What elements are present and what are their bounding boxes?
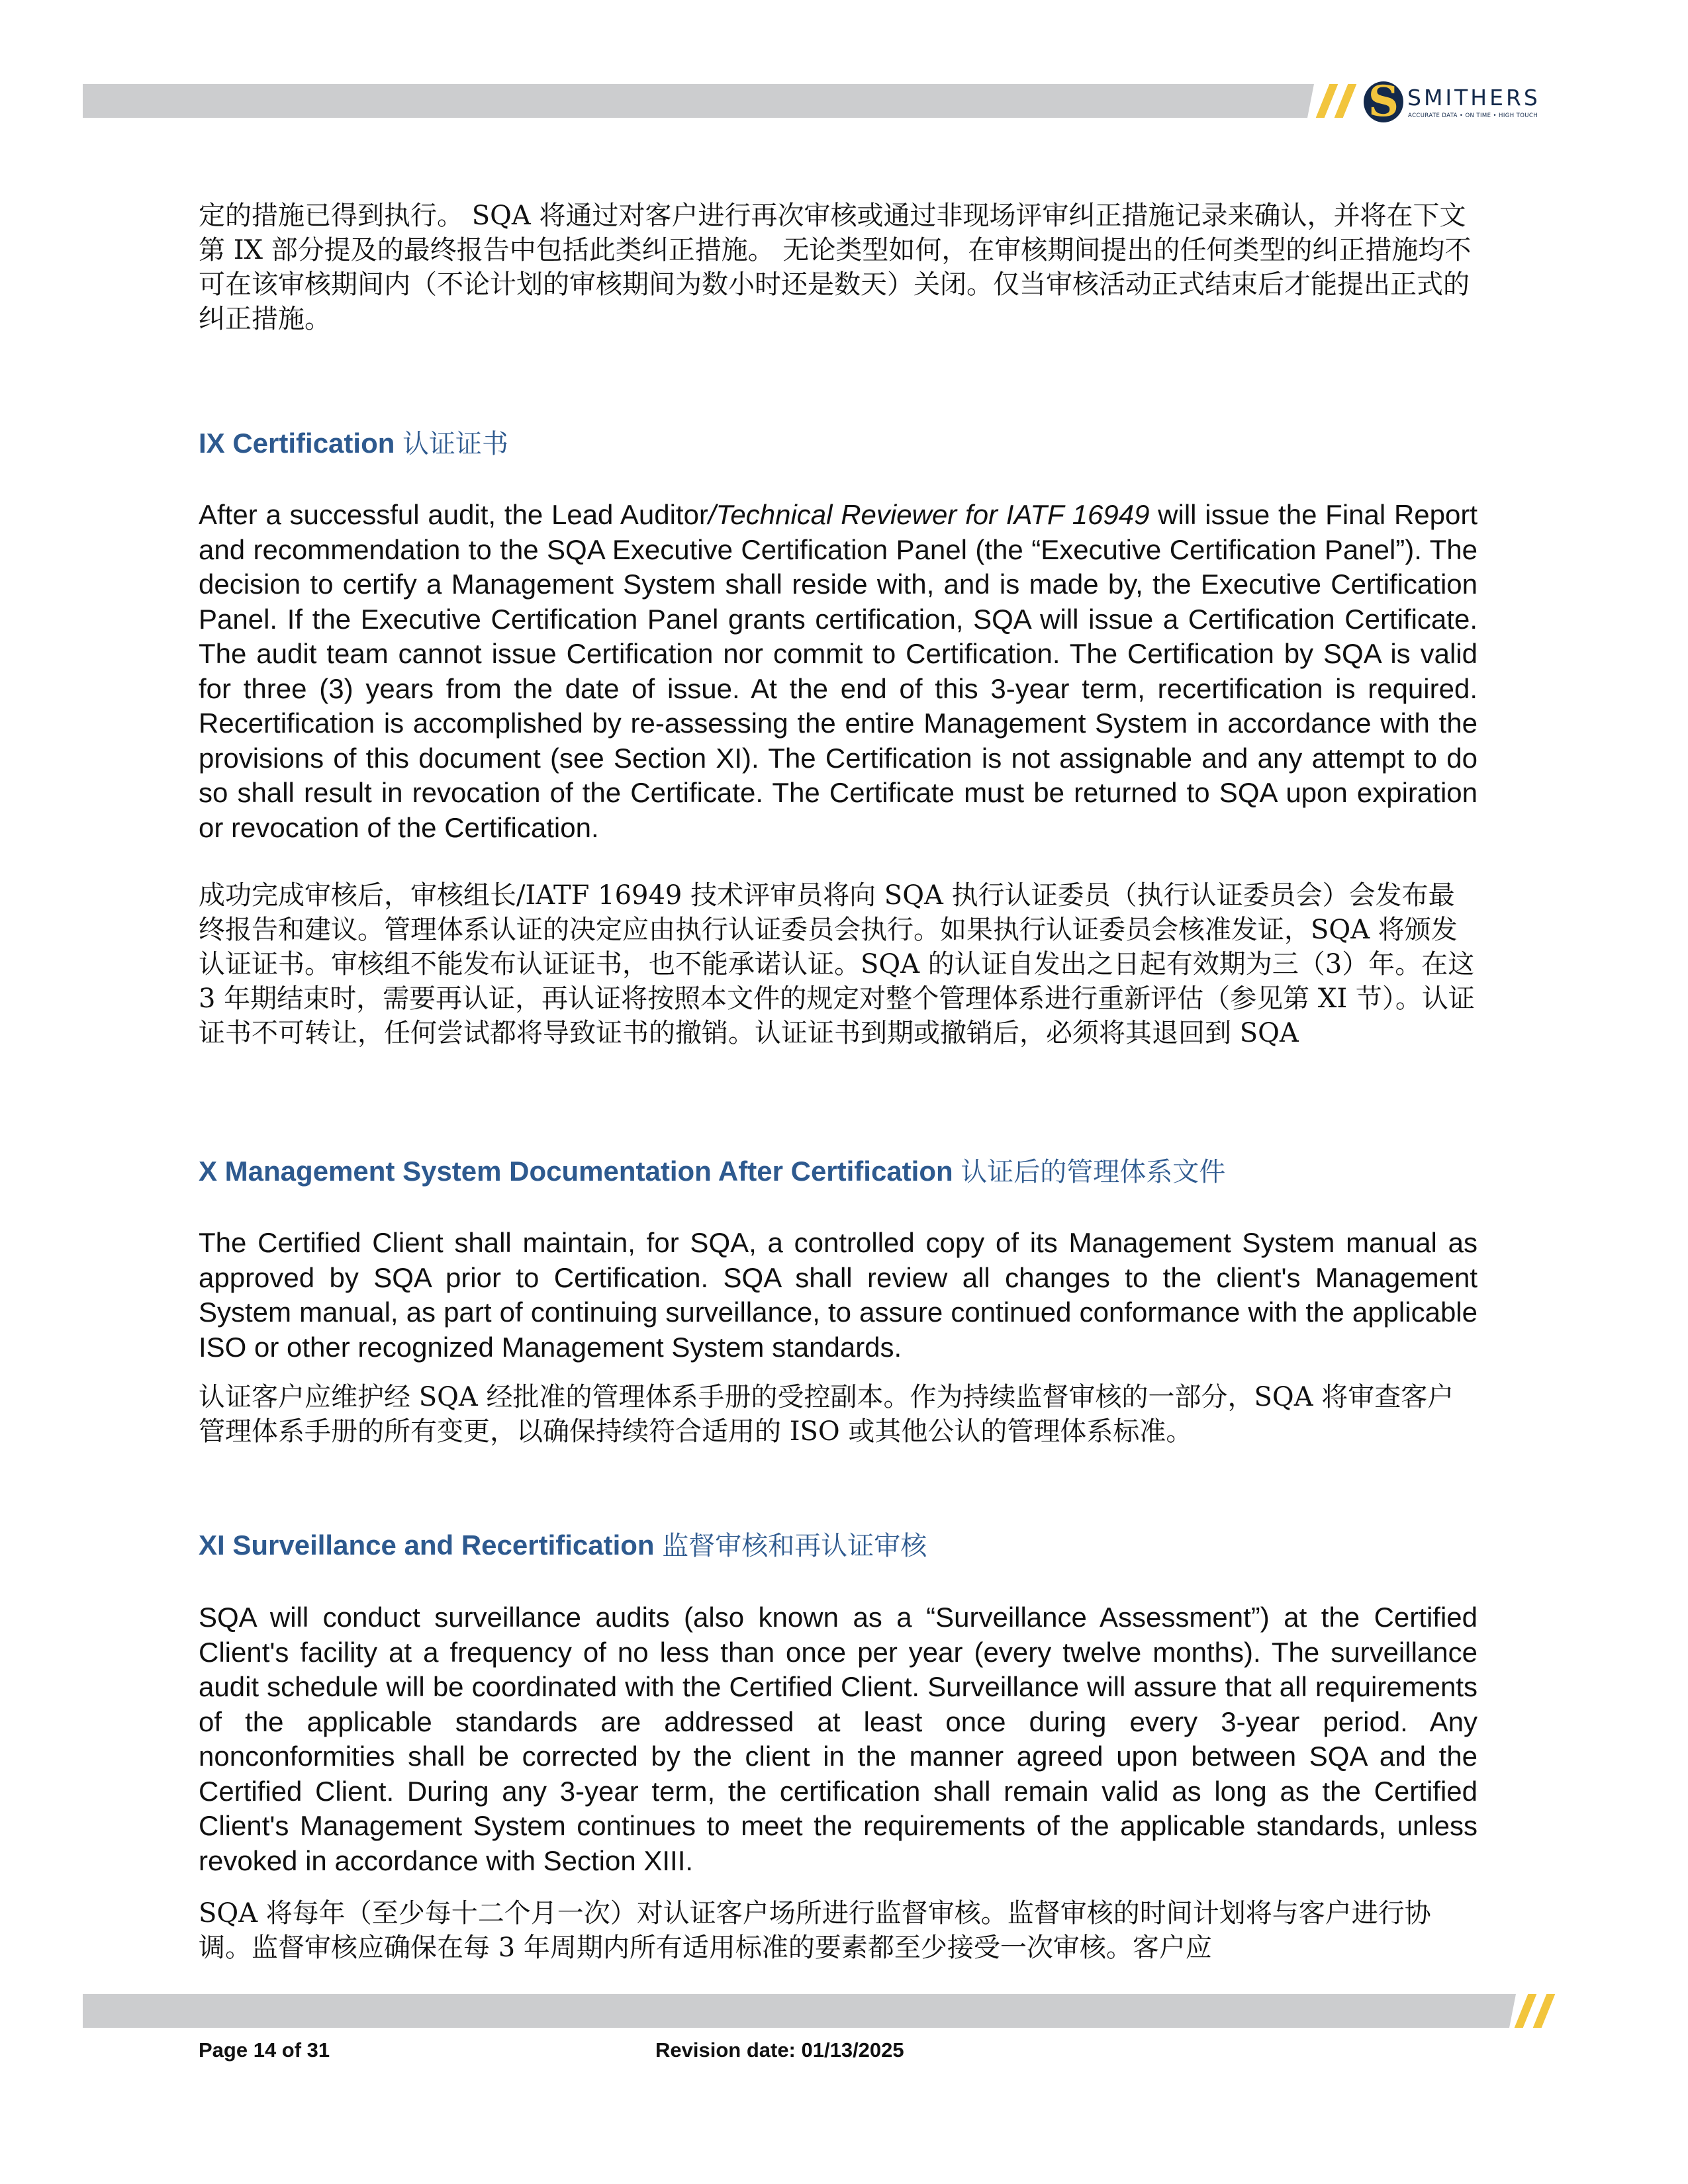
footer-stripe-1 (1515, 1994, 1537, 2028)
header-stripe-2 (1335, 84, 1357, 118)
section-heading-x (199, 1155, 1225, 1189)
italic-reviewer-text: /Technical Reviewer for IATF 16949 (708, 499, 1150, 530)
logo-tagline: ACCURATE DATA • ON TIME • HIGH TOUCH (1408, 113, 1538, 119)
section-ix-paragraph-cn: 成功完成审核后，审核组长/IATF 16949 技术评审员将向 SQA 执行认证委员（执行认证委员会）会发布最终报告和建议。管理体系认证的决定应由执行认证委员会执行。如果执行认证委员会核准发证，SQA 将颁发认证证书。审核组不能发布认证证书，也不能承诺认证。SQA 的认证自发出之日起有效期为三（3）年。在这 3 年期结束时，需要再认证，再认证将按照本文件的规定对整个管理体系进行重新评估（参见第 XI 节）。认证证书不可转让，任何尝试都将导致证书的撤销。认证证书到期或撤销后，必须将其退回到 SQA (199, 880, 1475, 1048)
footer-stripe-2 (1533, 1994, 1556, 2028)
section-heading-ix (199, 427, 508, 461)
smithers-s-logo-icon: S (1364, 81, 1403, 122)
header-bar (83, 84, 1314, 118)
page-number: Page 14 of 31 (199, 2038, 330, 2062)
intro-paragraph-cn: 定的措施已得到执行。 SQA 将通过对客户进行再次审核或通过非现场评审纠正措施记录来确认，并将在下文第 IX 部分提及的最终报告中包括此类纠正措施。 无论类型如何，在审核期间提出的任何类型的纠正措施均不可在该审核期间内（不论计划的审核期间为数小时还是数天）关闭。仅当审核活动正式结束后才能提出正式的纠正措施。 (199, 201, 1472, 334)
heading-cn: 监督审核和再认证审核 (662, 1531, 927, 1561)
section-heading-xi (199, 1529, 927, 1563)
section-ix-paragraph-en: After a successful audit, the Lead Auditor/Technical Reviewer for IATF 16949 will issue the Final Report and recommendation to the SQA Executive Certification Panel (the “Executive Certification Panel”). The decision to certify a Management System shall reside with, and is made by, the Executive Certification Panel. If the Executive Certification Panel grants certification, SQA will issue a Certification Certificate. The audit team cannot issue Certification nor commit to Certification. The Certification by SQA is valid for three (3) years from the date of issue. At the end of this 3-year term, recertification is required. Recertification is accomplished by re-assessing the entire Management System in accordance with the provisions of this document (see Section XI). The Certification is not assignable and any attempt to do so shall result in revocation of the Certificate. The Certificate must be returned to SQA upon expiration or revocation of the Certification. (199, 499, 1478, 843)
logo-wordmark: SMITHERS (1407, 85, 1540, 111)
section-xi-paragraph-en: SQA will conduct surveillance audits (also known as a “Surveillance Assessment”) at the Certified Client's facility at a frequency of no less than once per year (every twelve months). The surveillance audit schedule will be coordinated with the Certified Client. Surveillance will assure that all requirements of the applicable standards are addressed at least once during every 3-year period. Any nonconformities shall be corrected by the client in the manner agreed upon between SQA and the Certified Client. During any 3-year term, the certification shall remain valid as long as the Certified Client's Management System continues to meet the requirements of the applicable standards, unless revoked in accordance with Section XIII. (199, 1602, 1477, 1876)
section-x-paragraph-cn: 认证客户应维护经 SQA 经批准的管理体系手册的受控副本。作为持续监督审核的一部分，SQA 将审查客户管理体系手册的所有变更，以确保持续符合适用的 ISO 或其他公认的管理体系标准。 (199, 1382, 1454, 1447)
footer-bar (83, 1994, 1516, 2028)
section-xi-paragraph-cn: SQA 将每年（至少每十二个月一次）对认证客户场所进行监督审核。监督审核的时间计划将与客户进行协调。监督审核应确保在每 3 年周期内所有适用标准的要素都至少接受一次审核。客户应 (199, 1898, 1431, 1963)
header-stripe-1 (1316, 84, 1338, 118)
heading-en: IX Certification (199, 428, 395, 459)
heading-cn: 认证后的管理体系文件 (961, 1157, 1226, 1187)
heading-cn: 认证证书 (402, 429, 509, 459)
heading-en: X Management System Documentation After Certification (199, 1156, 953, 1187)
heading-en: XI Surveillance and Recertification (199, 1529, 655, 1561)
smithers-logo (1364, 79, 1582, 126)
section-x-paragraph-en: The Certified Client shall maintain, for SQA, a controlled copy of its Management System manual as approved by SQA prior to Certification. SQA shall review all changes to the client's Management System manual, as part of continuing surveillance, to assure continued conformance with the applicable ISO or other recognized Management System standards. (199, 1227, 1477, 1363)
revision-date: Revision date: 01/13/2025 (655, 2038, 904, 2062)
